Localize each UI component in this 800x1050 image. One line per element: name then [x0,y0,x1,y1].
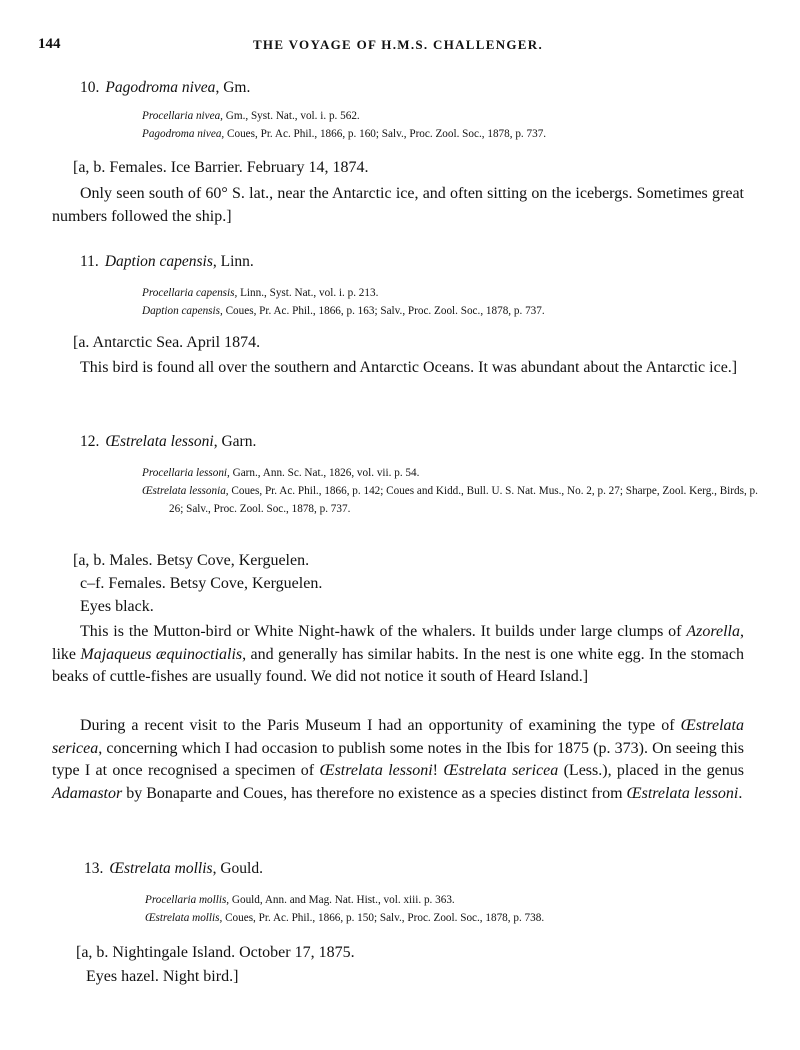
specimen-line: [a, b. Females. Ice Barrier. February 14, 1874. [73,159,369,176]
specimen-line: [a. Antarctic Sea. April 1874. [73,334,261,351]
synonym-name: Procellaria capensis, [142,287,238,299]
synonym-reference: Coues, Pr. Ac. Phil., 1866, p. 150; Salv., Proc. Zool. Soc., 1878, p. 738. [222,912,545,924]
synonym-line [145,909,544,927]
synonym-reference: Gm., Syst. Nat., vol. i. p. 562. [222,110,360,122]
field-note: Only seen south of 60° S. lat., near the Antarctic ice, and often sitting on the icebergs. Sometimes great numbers followed the ship.] [52,185,744,225]
species-name: Pagodroma nivea [105,79,216,96]
page-header [38,36,758,56]
synonym-reference: Linn., Syst. Nat., vol. i. p. 213. [237,287,379,299]
specimen-line: [a, b. Males. Betsy Cove, Kerguelen. [73,552,310,569]
species-number: 10. [80,79,100,96]
synonym-reference: Gould, Ann. and Mag. Nat. Hist., vol. xiii. p. 363. [229,894,455,906]
synonym-line [142,302,545,320]
species-heading [80,253,254,271]
species-name: Daption capensis [104,253,213,270]
remark-paragraph: During a recent visit to the Paris Museum I had an opportunity of examining the type of Œstrelata sericea, concerning which I had occasion to publish some notes in the Ibis for 1875 (p. 373). On seeing this type I at once recognised a specimen of Œstrelata lessoni! Œstrelata sericea (Less.), placed in the genus Adamastor by Bonaparte and Coues, has therefore no existence as a species distinct from Œstrelata lessoni. [52,717,744,802]
synonym-reference: Coues, Pr. Ac. Phil., 1866, p. 160; Salv., Proc. Zool. Soc., 1878, p. 737. [224,128,547,140]
synonym-reference: Garn., Ann. Sc. Nat., 1826, vol. vii. p. 54. [229,467,420,479]
species-name: Œstrelata lessoni [105,433,214,450]
specimen-line: Eyes black. [80,598,154,615]
synonym-line [142,482,774,518]
field-note: Eyes hazel. Night bird.] [86,968,239,985]
species-authority: , Linn. [212,253,254,270]
species-authority: , Garn. [213,433,257,450]
species-heading [80,433,256,451]
synonym-reference: Coues, Pr. Ac. Phil., 1866, p. 142; Coues and Kidd., Bull. U. S. Nat. Mus., No. 2, p. 27; Sharpe, Zool. Kerg., Birds, p. 26; Salv., Proc. Zool. Soc., 1878, p. 737. [169,485,758,515]
synonym-line [142,464,419,482]
species-number: 13. [84,860,104,877]
field-note: This bird is found all over the southern and Antarctic Oceans. It was abundant about the Antarctic ice.] [80,359,738,376]
species-number: 11. [80,253,99,270]
synonym-line [142,125,546,143]
synonym-name: Daption capensis, [142,305,223,317]
synonym-name: Pagodroma nivea, [142,128,225,140]
synonym-name: Procellaria lessoni, [142,467,230,479]
synonym-name: Œstrelata mollis, [145,912,223,924]
synonym-line [145,891,455,909]
synonym-name: Œstrelata lessonia, [142,485,229,497]
field-note: This is the Mutton-bird or White Night-hawk of the whalers. It builds under large clumps of Azorella, like Majaqueus æquinoctialis, and generally has similar habits. In the nest is one white egg. In the stomach beaks of cuttle-fishes are usually found. We did not notice it south of Heard Island.] [52,623,745,685]
specimen-line: c–f. Females. Betsy Cove, Kerguelen. [80,575,323,592]
species-authority: , Gm. [215,79,251,96]
synonym-name: Procellaria mollis, [145,894,230,906]
synonym-line [142,284,378,302]
running-title: THE VOYAGE OF H.M.S. CHALLENGER. [252,37,544,52]
species-heading [80,79,250,97]
species-heading [84,860,263,878]
specimen-line: [a, b. Nightingale Island. October 17, 1875. [76,944,355,961]
synonym-line [142,107,360,125]
synonym-reference: Coues, Pr. Ac. Phil., 1866, p. 163; Salv., Proc. Zool. Soc., 1878, p. 737. [222,305,545,317]
species-name: Œstrelata mollis [109,860,213,877]
page-number: 144 [38,36,61,52]
synonym-name: Procellaria nivea, [142,110,223,122]
species-authority: , Gould. [212,860,263,877]
species-number: 12. [80,433,100,450]
